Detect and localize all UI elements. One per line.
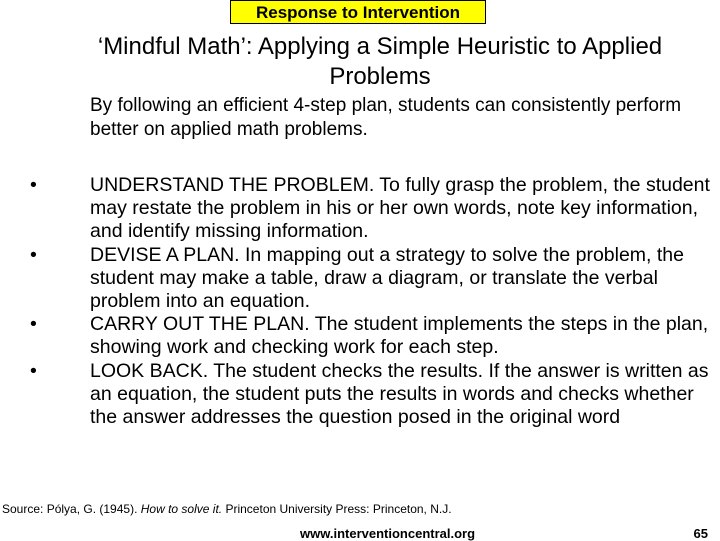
footer-url-link[interactable]: www.interventioncentral.org [300, 526, 476, 541]
bullet-text: LOOK BACK. The student checks the results. If the answer is written as an equation, the student puts the results in words and checks whether the answer addresses the question posed in the original word [90, 359, 709, 429]
bullet-icon: • [30, 243, 37, 266]
list-item [30, 244, 710, 314]
bullet-icon: • [30, 174, 37, 196]
source-citation [2, 502, 452, 516]
bullet-text: CARRY OUT THE PLAN. The student implements the steps in the plan, showing work and checking work for each step. [90, 313, 709, 359]
source-title: How to solve it. [140, 502, 223, 516]
list-item [30, 174, 710, 244]
page-number: 65 [693, 526, 708, 541]
list-item [30, 360, 710, 430]
slide-title: ‘Mindful Math’: Applying a Simple Heuristic to Applied Problems [97, 33, 663, 90]
source-prefix: Source: Pólya, G. (1945). [2, 502, 138, 516]
source-suffix: Princeton University Press: Princeton, N.J. [225, 502, 452, 516]
bullet-text: UNDERSTAND THE PROBLEM. To fully grasp the problem, the student may restate the problem in his or her own words, note key information, and identify missing information. [90, 174, 710, 243]
intro-text: By following an efficient 4-step plan, students can consistently perform better on applied math problems. [90, 95, 682, 140]
bullet-text: DEVISE A PLAN. In mapping out a strategy to solve the problem, the student may make a table, draw a diagram, or translate the verbal problem into an equation. [90, 243, 684, 313]
bullet-icon: • [30, 359, 37, 382]
bullet-list [30, 174, 710, 429]
bullet-icon: • [30, 313, 37, 336]
list-item [30, 313, 710, 359]
header-banner: Response to Intervention [230, 0, 486, 24]
